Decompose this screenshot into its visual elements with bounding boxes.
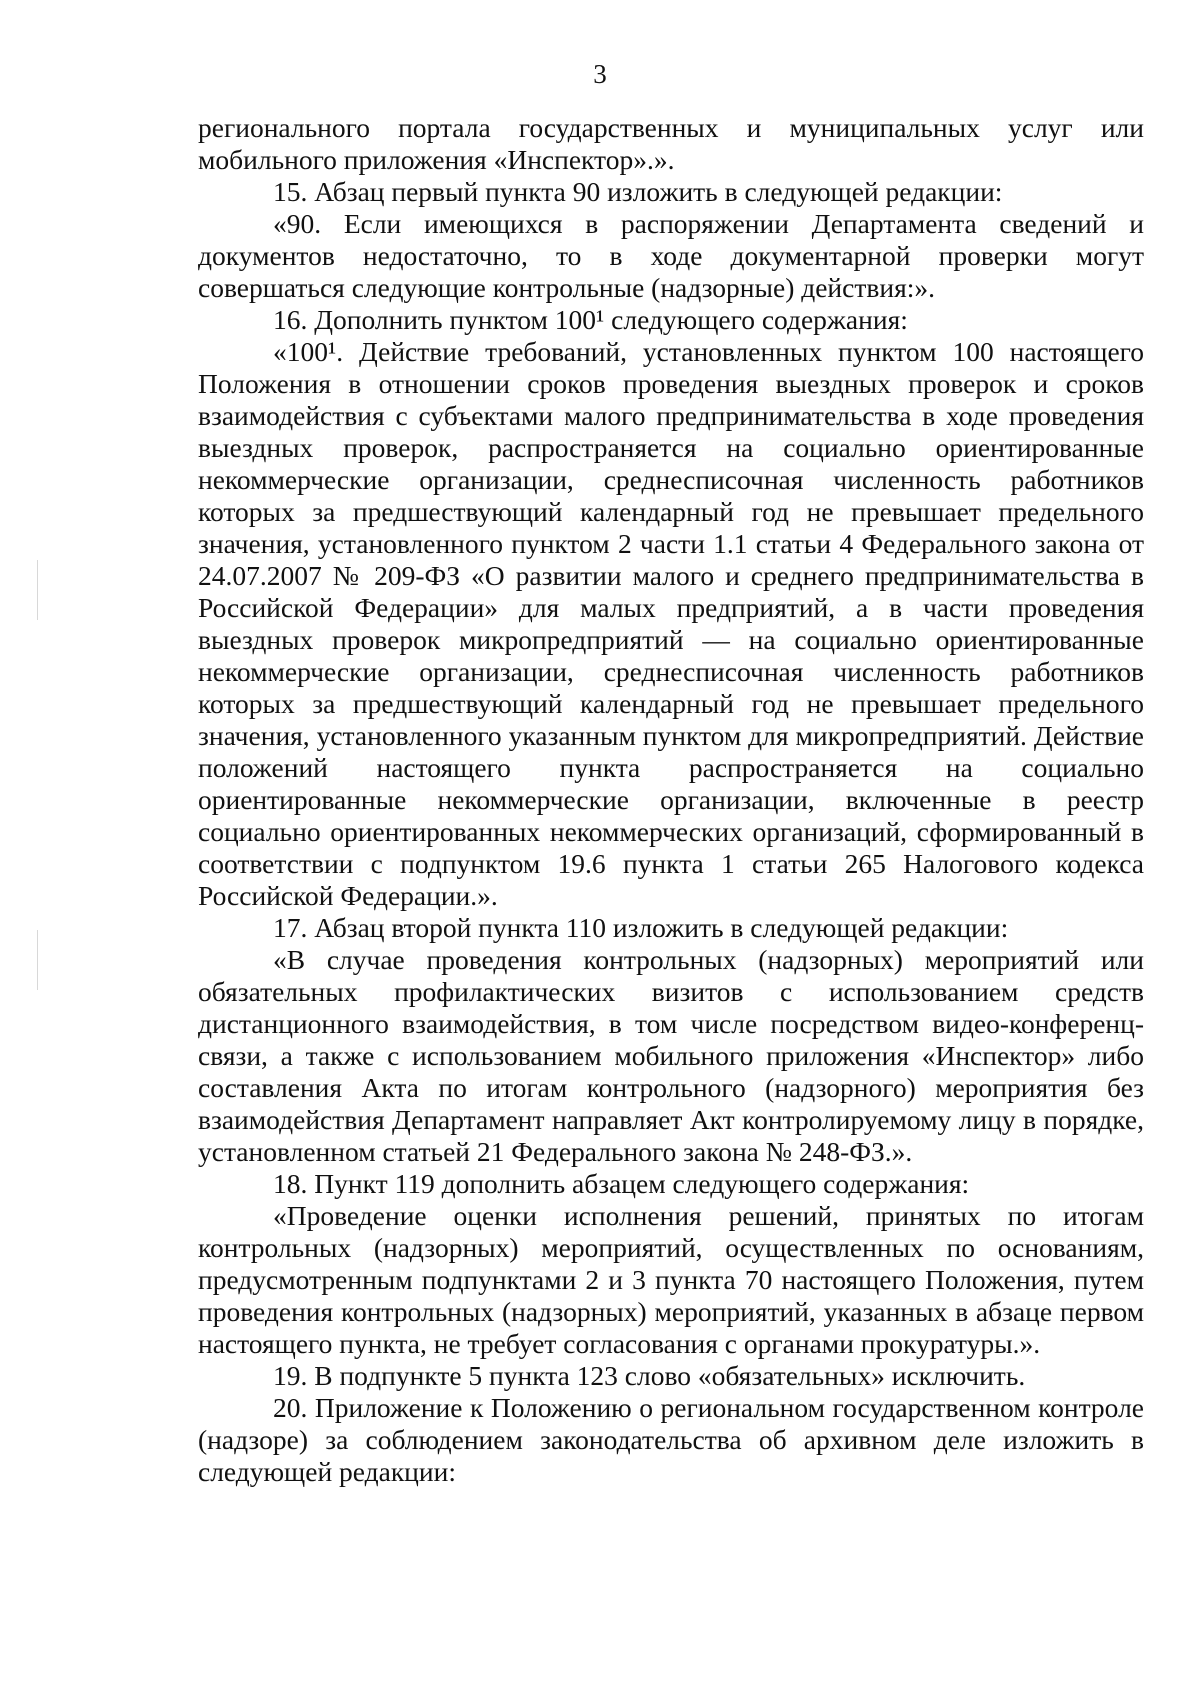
document-body <box>198 112 1144 1488</box>
paragraph-item-17: 17. Абзац второй пункта 110 изложить в следующей редакции: <box>273 912 1009 943</box>
page-number: 3 <box>593 59 607 89</box>
paragraph-item-16: 16. Дополнить пунктом 100¹ следующего содержания: <box>273 304 908 335</box>
paragraph-quote-110: «В случае проведения контрольных (надзорных) мероприятий или обязательных профилактических визитов с использованием средств дистанционного взаимодействия, в том числе посредством видео-конференц-связи, а также с использованием мобильного приложения «Инспектор» либо составления Акта по итогам контрольного (надзорного) мероприятия без взаимодействия Департамент направляет Акт контролируемому лицу в порядке, установленном статьей 21 Федерального закона № 248-ФЗ.». <box>198 944 1144 1167</box>
scan-artifact-line <box>37 930 38 990</box>
paragraph-item-19: 19. В подпункте 5 пункта 123 слово «обязательных» исключить. <box>273 1360 1026 1391</box>
paragraph-continuation: регионального портала государственных и муниципальных услуг или мобильного приложения «Инспектор».». <box>198 112 1144 175</box>
paragraph-quote-119: «Проведение оценки исполнения решений, принятых по итогам контрольных (надзорных) мероприятий, осуществленных по основаниям, предусмотренным подпунктами 2 и 3 пункта 70 настоящего Положения, путем проведения контрольных (надзорных) мероприятий, указанных в абзаце первом настоящего пункта, не требует согласования с органами прокуратуры.». <box>198 1200 1144 1359</box>
paragraph-quote-100-1: «100¹. Действие требований, установленных пунктом 100 настоящего Положения в отношении сроков проведения выездных проверок и сроков взаимодействия с субъектами малого предпринимательства в ходе проведения выездных проверок, распространяется на социально ориентированные некоммерческие организации, среднесписочная численность работников которых за предшествующий календарный год не превышает предельного значения, установленного пунктом 2 части 1.1 статьи 4 Федерального закона от 24.07.2007 № 209-ФЗ «О развитии малого и среднего предпринимательства в Российской Федерации» для малых предприятий, а в части проведения выездных проверок микропредприятий — на социально ориентированные некоммерческие организации, среднесписочная численность работников которых за предшествующий календарный год не превышает предельного значения, установленного указанным пунктом для микропредприятий. Действие положений настоящего пункта распространяется на социально ориентированные некоммерческие организации, включенные в реестр социально ориентированных некоммерческих организаций, сформированный в соответствии с подпунктом 19.6 пункта 1 статьи 265 Налогового кодекса Российской Федерации.». <box>198 336 1144 911</box>
paragraph-item-15: 15. Абзац первый пункта 90 изложить в следующей редакции: <box>273 176 1003 207</box>
paragraph-quote-90: «90. Если имеющихся в распоряжении Департамента сведений и документов недостаточно, то в ходе документарной проверки могут совершаться следующие контрольные (надзорные) действия:». <box>198 208 1144 303</box>
paragraph-item-18: 18. Пункт 119 дополнить абзацем следующего содержания: <box>273 1168 970 1199</box>
scan-artifact-line <box>37 560 38 620</box>
paragraph-item-20: 20. Приложение к Положению о региональном государственном контроле (надзоре) за соблюдением законодательства об архивном деле изложить в следующей редакции: <box>198 1392 1144 1487</box>
